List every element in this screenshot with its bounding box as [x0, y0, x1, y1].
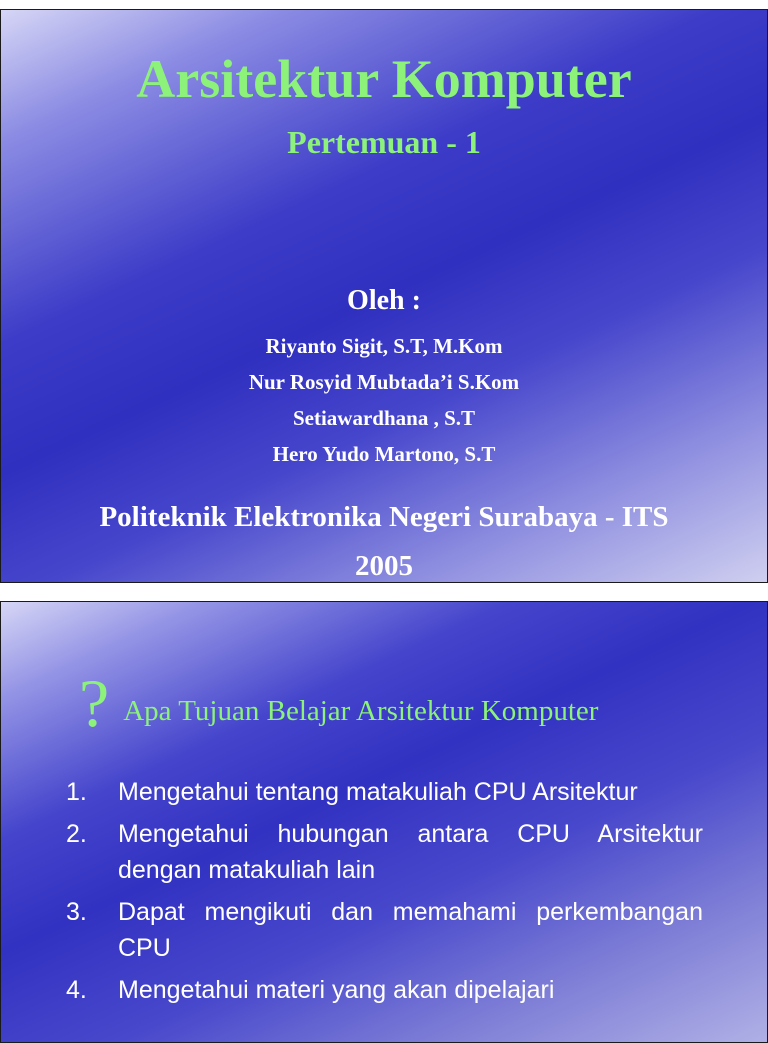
- item-number: 4.: [66, 976, 87, 1004]
- author-name: Nur Rosyid Mubtada’i S.Kom: [248, 370, 520, 394]
- objectives-slide: [0, 601, 768, 1043]
- heading-text: Apa Tujuan Belajar Arsitektur Komputer: [123, 695, 599, 727]
- item-text: Mengetahui hubungan antara CPU Arsitektur dengan matakuliah lain: [118, 820, 703, 884]
- item-text: Mengetahui materi yang akan dipelajari: [118, 976, 555, 1004]
- objectives-list: [63, 774, 703, 1014]
- item-number: 1.: [66, 778, 87, 806]
- item-text: Mengetahui tentang matakuliah CPU Arsitektur: [118, 778, 638, 806]
- question-mark-icon: ?: [79, 665, 110, 741]
- slide-title: Arsitektur Komputer: [136, 49, 632, 109]
- list-item: [63, 972, 703, 1008]
- list-item: [63, 774, 703, 810]
- authors-label: Oleh :: [347, 285, 421, 316]
- year-label: 2005: [355, 550, 413, 582]
- slide-subtitle: Pertemuan - 1: [287, 124, 481, 160]
- institution-name: Politeknik Elektronika Negeri Surabaya - ITS: [99, 501, 669, 533]
- list-item: [63, 894, 703, 966]
- title-slide: [0, 9, 768, 583]
- author-name: Riyanto Sigit, S.T, M.Kom: [265, 334, 503, 358]
- author-name: Hero Yudo Martono, S.T: [272, 442, 496, 466]
- list-item: [63, 816, 703, 888]
- author-name: Setiawardhana , S.T: [292, 406, 476, 430]
- item-text: Dapat mengikuti dan memahami perkembangan CPU: [118, 898, 703, 962]
- objectives-heading: [79, 664, 598, 743]
- item-number: 3.: [66, 898, 87, 926]
- item-number: 2.: [66, 820, 87, 848]
